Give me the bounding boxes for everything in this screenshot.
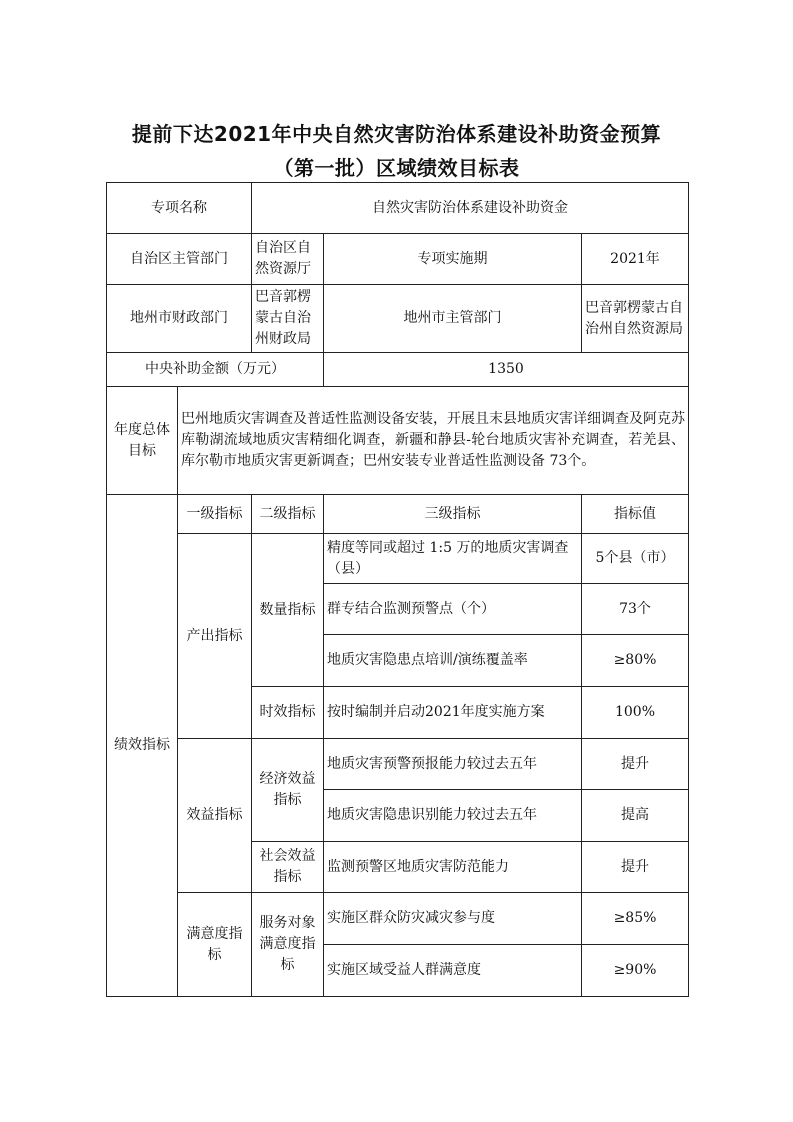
satisfaction-indicator-label: 满意度指标	[178, 893, 252, 997]
indicator-text: 精度等同或超过 1:5 万的地质灾害调查（县）	[324, 534, 582, 584]
indicator-value: 提升	[582, 739, 689, 790]
benefit-indicator-label: 效益指标	[178, 739, 252, 893]
social-benefit-label: 社会效益指标	[252, 842, 324, 893]
subsidy-value: 1350	[324, 353, 689, 387]
indicator-text: 按时编制并启动2021年度实施方案	[324, 687, 582, 739]
indicator-value: ≥85%	[582, 893, 689, 945]
timeliness-indicator-label: 时效指标	[252, 687, 324, 739]
annual-goal-text: 巴州地质灾害调查及普适性监测设备安装，开展且末县地质灾害详细调查及阿克苏库勒湖流域地质灾害精细化调查，新疆和静县-轮台地质灾害补充调查，若羌县、库尔勒市地质灾害更新调查；巴州安装专业普适性监测设备 73个。	[178, 387, 689, 495]
output-indicator-label: 产出指标	[178, 534, 252, 739]
pref-finance-value: 巴音郭楞蒙古自治州财政局	[252, 285, 324, 353]
pref-dept-value: 巴音郭楞蒙古自治州自然资源局	[582, 285, 689, 353]
indicator-text: 地质灾害预警预报能力较过去五年	[324, 739, 582, 790]
project-name-label: 专项名称	[107, 183, 252, 234]
indicator-text: 地质灾害隐患识别能力较过去五年	[324, 790, 582, 842]
service-satisfaction-label: 服务对象满意度指标	[252, 893, 324, 997]
quantity-indicator-label: 数量指标	[252, 534, 324, 687]
header-level2: 二级指标	[252, 495, 324, 534]
performance-section-label: 绩效指标	[107, 495, 178, 997]
region-dept-label: 自治区主管部门	[107, 234, 252, 285]
period-label: 专项实施期	[324, 234, 582, 285]
pref-dept-label: 地州市主管部门	[324, 285, 582, 353]
performance-target-table	[106, 182, 689, 997]
header-level1: 一级指标	[178, 495, 252, 534]
project-name-value: 自然灾害防治体系建设补助资金	[252, 183, 689, 234]
indicator-text: 群专结合监测预警点（个）	[324, 584, 582, 635]
indicator-value: 提高	[582, 790, 689, 842]
annual-goal-label: 年度总体目标	[107, 387, 178, 495]
indicator-value: 提升	[582, 842, 689, 893]
document-title-line2: （第一批）区域绩效目标表	[273, 156, 520, 180]
indicator-text: 实施区域受益人群满意度	[324, 945, 582, 997]
pref-finance-label: 地州市财政部门	[107, 285, 252, 353]
period-value: 2021年	[582, 234, 689, 285]
indicator-text: 实施区群众防灾减灾参与度	[324, 893, 582, 945]
indicator-text: 监测预警区地质灾害防范能力	[324, 842, 582, 893]
subsidy-label: 中央补助金额（万元）	[107, 353, 324, 387]
indicator-value: 100%	[582, 687, 689, 739]
indicator-value: ≥80%	[582, 635, 689, 687]
document-title-line1: 提前下达2021年中央自然灾害防治体系建设补助资金预算	[131, 122, 662, 146]
header-level3: 三级指标	[324, 495, 582, 534]
indicator-value: ≥90%	[582, 945, 689, 997]
header-value: 指标值	[582, 495, 689, 534]
economic-benefit-label: 经济效益指标	[252, 739, 324, 842]
indicator-value: 73个	[582, 584, 689, 635]
indicator-value: 5个县（市）	[582, 534, 689, 584]
indicator-text: 地质灾害隐患点培训/演练覆盖率	[324, 635, 582, 687]
region-dept-value: 自治区自然资源厅	[252, 234, 324, 285]
